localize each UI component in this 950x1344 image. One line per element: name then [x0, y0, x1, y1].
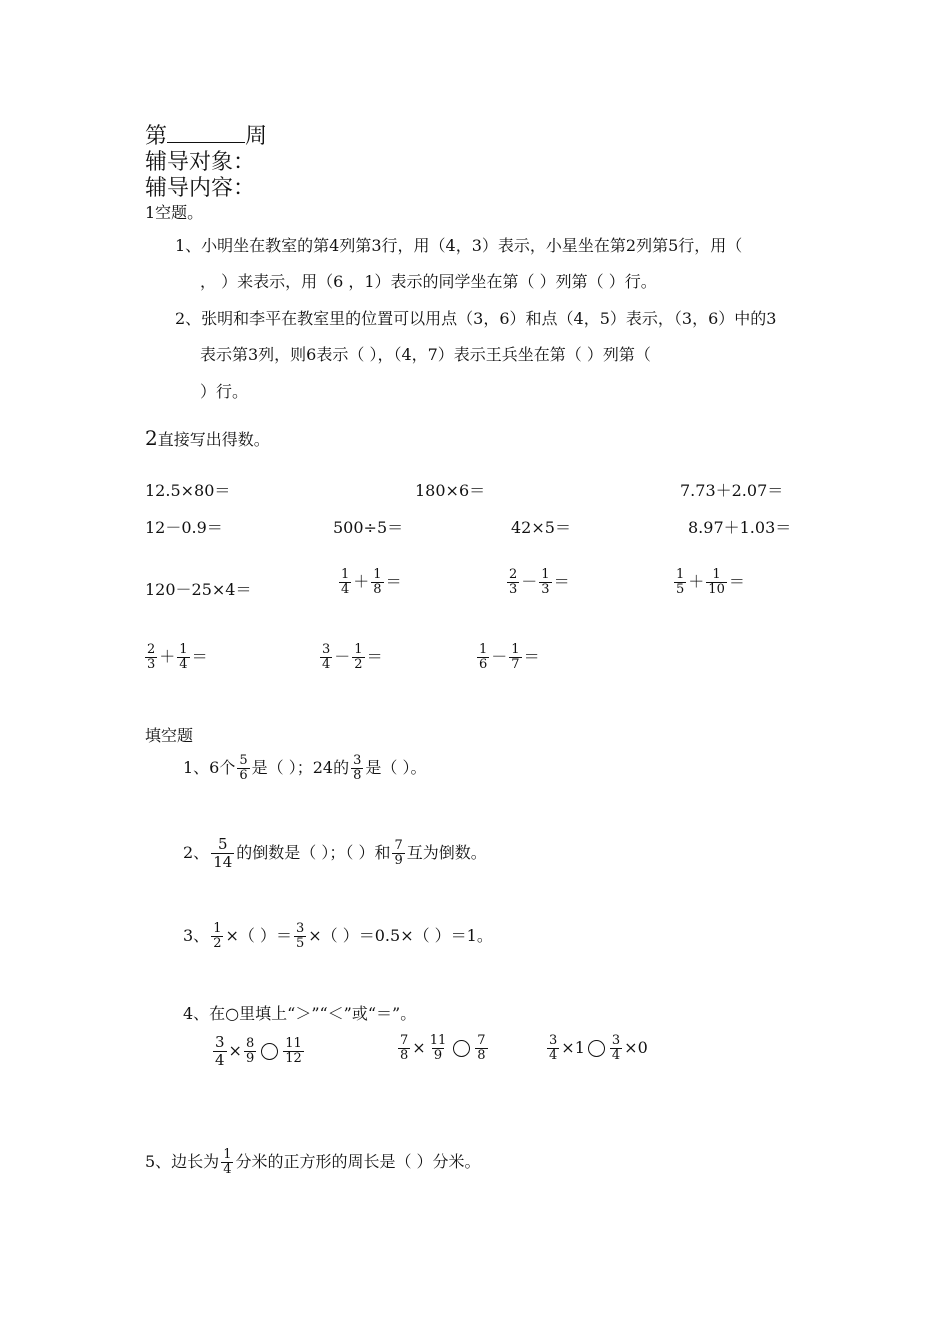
fraction: [211, 836, 234, 871]
math-symbol: ×: [228, 1041, 242, 1060]
s1-q1-line2: ， ）来表示，用（6 ，1）表示的同学坐在第（ ）列第（ ）行。: [200, 272, 657, 291]
fraction: [294, 922, 306, 951]
fraction: [371, 568, 383, 597]
math-symbol: ＝: [385, 572, 402, 591]
fraction: [428, 1034, 449, 1063]
fraction: [398, 1034, 410, 1063]
fraction: [213, 1034, 227, 1069]
fraction-denominator: 9: [394, 853, 403, 868]
fraction: [477, 643, 489, 672]
fraction-denominator: 14: [213, 853, 233, 871]
math-symbol: 互为倒数。: [406, 843, 487, 862]
math-symbol: ×（ ）＝: [225, 926, 292, 945]
fraction-numerator: 3: [322, 642, 331, 657]
calc-r3-c2: [337, 568, 402, 597]
math-symbol: ＝: [523, 647, 540, 666]
fraction-denominator: 6: [479, 657, 488, 672]
s3-q4: 4、在○里填上“＞”“＜”或“＝”。: [183, 1004, 417, 1023]
fraction-numerator: 1: [479, 642, 488, 657]
math-symbol: 是（ ）。: [365, 758, 427, 777]
fraction-denominator: 3: [147, 657, 156, 672]
math-symbol: 分米的正方形的周长是（ ）分米。: [235, 1152, 481, 1171]
math-symbol: －: [491, 647, 508, 666]
fraction-numerator: 3: [295, 921, 305, 936]
fraction: [145, 643, 157, 672]
fraction-denominator: 9: [433, 1048, 443, 1063]
math-symbol: 5、边长为: [145, 1152, 220, 1171]
math-symbol: ＋: [159, 647, 176, 666]
fraction-numerator: 5: [217, 835, 228, 853]
section1-title: 1空题。: [145, 203, 204, 222]
calc-r2-c1: 12－0.9＝: [145, 518, 223, 537]
fraction-numerator: 1: [341, 567, 350, 582]
math-symbol: ＝: [191, 647, 208, 666]
calc-r2-c2: 500÷5＝: [333, 518, 404, 537]
fraction-numerator: 5: [239, 753, 248, 768]
content-label: 辅导内容：: [145, 176, 256, 201]
fraction: [177, 643, 189, 672]
fraction: [509, 643, 521, 672]
fraction: [507, 568, 519, 597]
calc-r3-c3: [505, 568, 570, 597]
fraction-denominator: 7: [511, 657, 520, 672]
fraction-denominator: 2: [213, 936, 222, 951]
fraction-numerator: 1: [541, 567, 550, 582]
math-symbol: 2、: [183, 843, 210, 862]
math-symbol: ＝: [553, 572, 570, 591]
compare-3: [545, 1034, 648, 1063]
math-symbol: －: [521, 572, 538, 591]
fraction-denominator: 5: [676, 582, 685, 597]
section2-number: 2: [145, 426, 158, 450]
week-prefix: 第: [145, 124, 168, 149]
section2-title: [145, 428, 270, 450]
math-symbol: 1、6个: [183, 758, 236, 777]
fraction: [244, 1037, 256, 1066]
fraction-numerator: 2: [147, 642, 156, 657]
fraction-numerator: 1: [179, 642, 188, 657]
fraction: [339, 568, 351, 597]
math-symbol: ×1: [561, 1038, 585, 1057]
fraction-denominator: 4: [341, 582, 350, 597]
math-symbol: －: [334, 647, 351, 666]
fraction: [211, 922, 223, 951]
calc-r3-c1: 120－25×4＝: [145, 580, 252, 599]
fraction-denominator: 8: [477, 1048, 486, 1063]
fraction-numerator: 1: [511, 642, 520, 657]
calc-r2-c3: 42×5＝: [511, 518, 571, 537]
fraction-numerator: 1: [213, 921, 222, 936]
fraction: [237, 754, 249, 783]
fraction-numerator: 1: [223, 1147, 232, 1162]
compare-circle-icon[interactable]: [453, 1040, 470, 1057]
fraction-numerator: 11: [285, 1036, 302, 1051]
calc-r1-c3: 7.73＋2.07＝: [680, 481, 784, 500]
fraction-denominator: 4: [611, 1048, 621, 1063]
fraction-denominator: 4: [215, 1051, 225, 1069]
fraction: [392, 839, 404, 868]
s1-q2-line3: ）行。: [200, 382, 249, 401]
fraction-denominator: 4: [179, 657, 188, 672]
compare-1: [211, 1034, 306, 1069]
fraction: [351, 754, 363, 783]
fraction-numerator: 8: [245, 1036, 255, 1051]
calc-r3-c4: [672, 568, 745, 597]
fraction: [352, 643, 364, 672]
fraction: [320, 643, 332, 672]
fraction-denominator: 6: [239, 768, 248, 783]
fraction-numerator: 2: [509, 567, 518, 582]
fraction-numerator: 3: [215, 1033, 225, 1051]
fraction-denominator: 2: [354, 657, 363, 672]
fraction-numerator: 1: [354, 642, 363, 657]
s1-q2-line2: 表示第3列，则6表示（ ），（4，7）表示王兵坐在第（ ）列第（: [200, 345, 651, 364]
compare-2: [396, 1034, 490, 1063]
fraction: [283, 1037, 304, 1066]
calc-r1-c2: 180×6＝: [415, 481, 486, 500]
calc-r4-c1: [143, 643, 208, 672]
fraction-numerator: 7: [400, 1033, 409, 1048]
fraction: [475, 1034, 487, 1063]
calc-r4-c3: [475, 643, 540, 672]
fraction: [221, 1148, 233, 1177]
compare-circle-icon[interactable]: [261, 1043, 278, 1060]
s3-q1: [183, 754, 426, 783]
s1-q1-line1: 1、小明坐在教室的第4列第3行，用（4，3）表示，小星坐在第2列第5行，用（: [175, 236, 743, 255]
fraction-numerator: 3: [549, 1033, 558, 1048]
fraction: [547, 1034, 559, 1063]
week-blank: [167, 124, 245, 143]
math-symbol: ×: [412, 1038, 426, 1057]
fraction-numerator: 3: [353, 753, 362, 768]
fraction: [610, 1034, 622, 1063]
week-line: [145, 124, 267, 150]
fraction-denominator: 8: [373, 582, 382, 597]
fraction-denominator: 8: [353, 768, 362, 783]
fraction-numerator: 7: [477, 1033, 486, 1048]
fraction-denominator: 10: [708, 582, 725, 597]
math-symbol: ×0: [624, 1038, 648, 1057]
math-symbol: 3、: [183, 926, 210, 945]
calc-r1-c1: 12.5×80＝: [145, 481, 231, 500]
fraction: [706, 568, 727, 597]
s3-q5: [145, 1148, 481, 1177]
math-symbol: ＋: [688, 572, 705, 591]
fraction-denominator: 4: [223, 1162, 232, 1177]
calc-r2-c4: 8.97＋1.03＝: [688, 518, 792, 537]
s3-q3: [183, 922, 493, 951]
math-symbol: ＝: [366, 647, 383, 666]
fraction-denominator: 4: [549, 1048, 558, 1063]
fraction-denominator: 3: [509, 582, 518, 597]
fraction: [674, 568, 686, 597]
math-symbol: ×（ ）＝0.5×（ ）＝1。: [308, 926, 493, 945]
fraction-denominator: 3: [541, 582, 550, 597]
s3-q2: [183, 836, 487, 871]
fraction-numerator: 7: [394, 838, 403, 853]
fraction-denominator: 5: [295, 936, 305, 951]
fraction-numerator: 1: [676, 567, 685, 582]
compare-circle-icon[interactable]: [588, 1040, 605, 1057]
math-symbol: 是（ ）；24的: [251, 758, 350, 777]
fraction-denominator: 8: [400, 1048, 409, 1063]
fraction-denominator: 12: [285, 1051, 302, 1066]
fraction-numerator: 1: [712, 567, 721, 582]
fraction: [539, 568, 551, 597]
fraction-numerator: 1: [373, 567, 382, 582]
fraction-numerator: 3: [611, 1033, 621, 1048]
math-symbol: ＝: [728, 572, 745, 591]
math-symbol: ＋: [353, 572, 370, 591]
week-suffix: 周: [245, 124, 268, 149]
fraction-denominator: 4: [322, 657, 331, 672]
fraction-denominator: 9: [245, 1051, 255, 1066]
fraction-numerator: 11: [429, 1033, 447, 1048]
section2-text: 直接写出得数。: [157, 430, 270, 449]
math-symbol: 的倒数是（ ）；（ ）和: [236, 843, 391, 862]
section3-title: 填空题: [145, 726, 194, 745]
calc-r4-c2: [318, 643, 383, 672]
s1-q2-line1: 2、张明和李平在教室里的位置可以用点（3，6）和点（4，5）表示，（3，6）中的3: [175, 309, 777, 328]
target-label: 辅导对象：: [145, 150, 256, 175]
